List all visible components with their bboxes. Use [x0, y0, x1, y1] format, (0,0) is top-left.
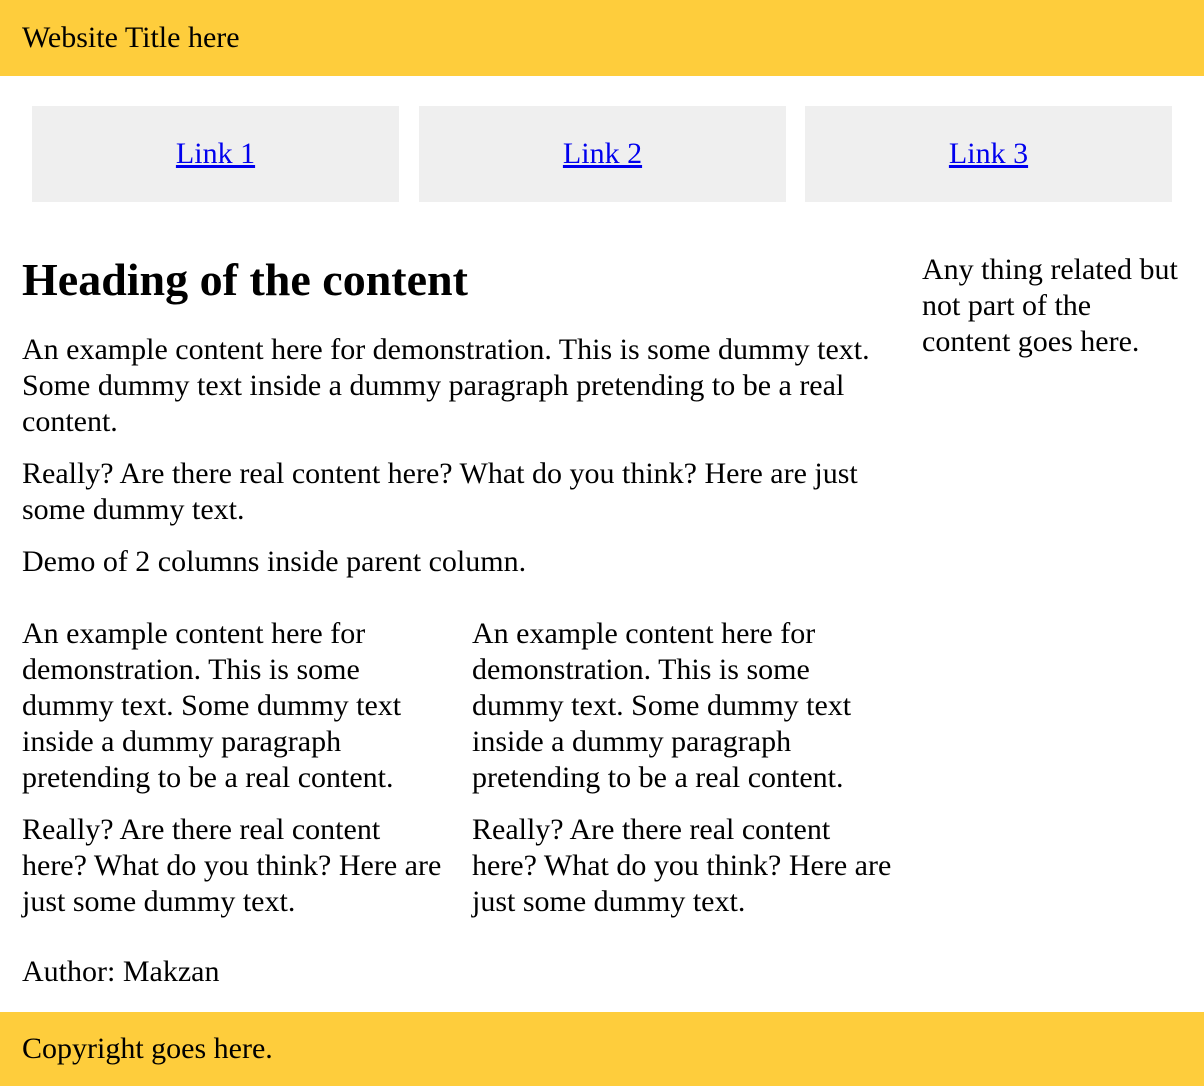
- main-content: [22, 250, 892, 918]
- content-heading: Heading of the content: [22, 254, 468, 305]
- main-nav: [0, 106, 1204, 202]
- site-title: Website Title here: [22, 21, 240, 54]
- nav-item-link-3[interactable]: [805, 106, 1172, 202]
- content-paragraph-1: An example content here for demonstration. This is some dummy text. Some dummy text inside a dummy paragraph pretending to be a real content.: [22, 333, 870, 438]
- sidebar-aside: Any thing related but not part of the content goes here.: [922, 253, 1178, 358]
- copyright-text: Copyright goes here.: [22, 1032, 273, 1065]
- author-line: Author: Makzan: [22, 955, 220, 988]
- nav-link-2[interactable]: Link 2: [562, 137, 643, 170]
- column-left-paragraph-2: Really? Are there real content here? What do you think? Here are just some dummy text.: [22, 813, 442, 918]
- nav-item-link-1[interactable]: [32, 106, 399, 202]
- nav-link-3[interactable]: Link 3: [948, 137, 1029, 170]
- nav-item-link-2[interactable]: [419, 106, 786, 202]
- site-header: [0, 0, 1204, 76]
- content-paragraph-3: Demo of 2 columns inside parent column.: [22, 545, 527, 578]
- column-right-paragraph-2: Really? Are there real content here? What do you think? Here are just some dummy text.: [472, 813, 892, 918]
- content-paragraph-2: Really? Are there real content here? What do you think? Here are just some dummy text.: [22, 457, 858, 526]
- nav-link-1[interactable]: Link 1: [175, 137, 256, 170]
- column-left-paragraph-1: An example content here for demonstration. This is some dummy text. Some dummy text inside a dummy paragraph pretending to be a real content.: [22, 617, 402, 794]
- site-footer: [0, 1012, 1204, 1086]
- column-right-paragraph-1: An example content here for demonstration. This is some dummy text. Some dummy text inside a dummy paragraph pretending to be a real content.: [472, 617, 852, 794]
